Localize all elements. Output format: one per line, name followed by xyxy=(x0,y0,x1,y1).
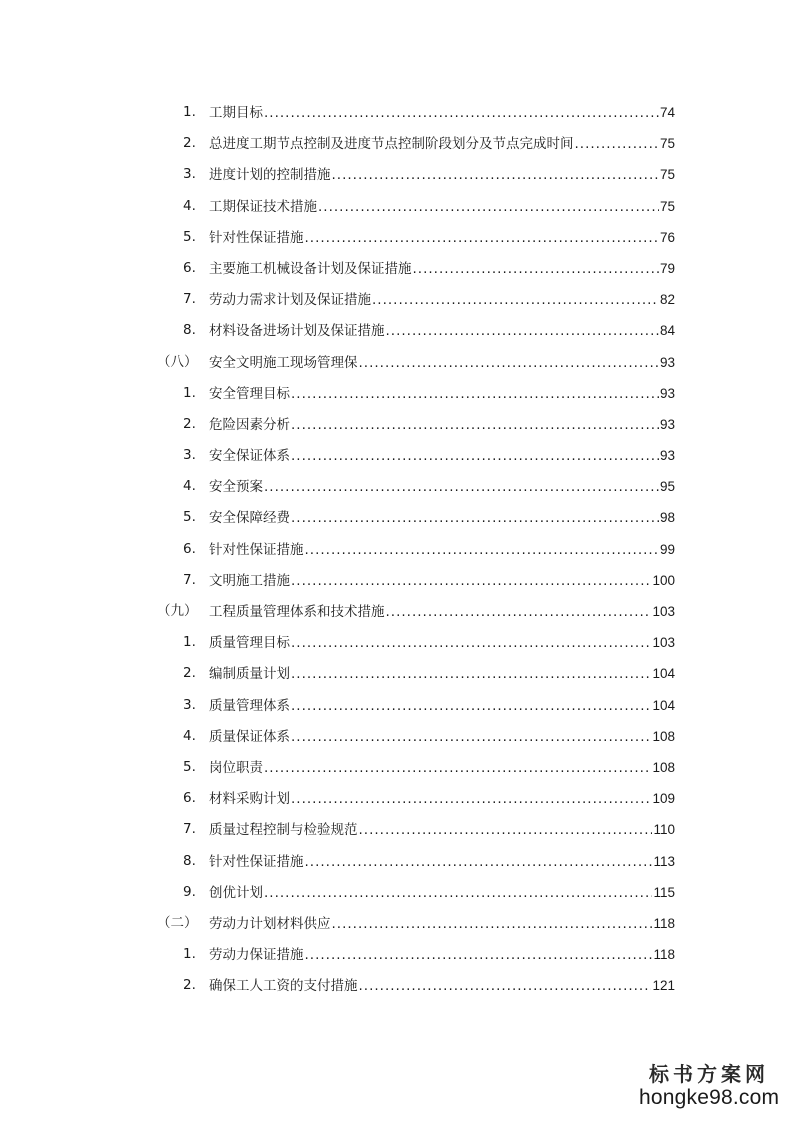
toc-dot-leader xyxy=(291,379,659,410)
toc-entry-line xyxy=(209,970,675,1002)
toc-page-number: 76 xyxy=(659,229,675,245)
toc-entry[interactable] xyxy=(0,752,793,783)
watermark-logo xyxy=(639,1062,779,1110)
toc-dot-leader xyxy=(305,847,653,878)
toc-entry[interactable] xyxy=(0,877,793,908)
toc-page-number: 99 xyxy=(659,541,675,557)
toc-dot-leader xyxy=(264,472,659,503)
toc-entry[interactable] xyxy=(0,783,793,814)
toc-entry[interactable] xyxy=(0,191,793,222)
toc-entry-title: 危险因素分析 xyxy=(209,416,290,433)
toc-entry-line xyxy=(209,752,675,784)
toc-dot-leader xyxy=(291,441,659,472)
toc-page-number: 74 xyxy=(659,105,675,120)
toc-entry-number: 2. xyxy=(183,665,196,682)
toc-entry-title: 进度计划的控制措施 xyxy=(209,167,331,184)
toc-page-number: 108 xyxy=(652,759,675,775)
toc-entry-number: 2. xyxy=(183,977,196,994)
toc-entry-number: （九） xyxy=(157,603,198,619)
toc-page-number: 103 xyxy=(652,635,675,651)
toc-dot-leader xyxy=(359,348,659,379)
toc-entry-title: 针对性保证措施 xyxy=(209,541,304,558)
toc-page-number: 121 xyxy=(652,978,675,994)
toc-entry[interactable] xyxy=(0,471,793,502)
toc-entry[interactable] xyxy=(0,690,793,721)
toc-page-number: 118 xyxy=(653,947,675,963)
toc-entry-line xyxy=(209,128,675,160)
toc-entry[interactable] xyxy=(0,565,793,596)
toc-entry-line xyxy=(209,690,675,722)
toc-dot-leader xyxy=(291,566,651,597)
toc-page-number: 93 xyxy=(659,385,675,401)
toc-dot-leader xyxy=(359,971,652,1002)
toc-page-number: 115 xyxy=(653,884,675,900)
toc-page-number: 84 xyxy=(659,323,675,339)
toc-entry[interactable] xyxy=(0,222,793,253)
toc-entry-number: 8. xyxy=(183,852,196,869)
toc-entry-number: 7. xyxy=(183,291,196,308)
toc-dot-leader xyxy=(386,597,652,628)
toc-entry-line xyxy=(209,191,675,223)
toc-entry-title: 材料设备进场计划及保证措施 xyxy=(209,323,385,340)
toc-dot-leader xyxy=(372,285,659,316)
toc-dot-leader xyxy=(359,815,653,846)
toc-page-number: 79 xyxy=(659,260,675,276)
toc-dot-leader xyxy=(291,628,651,659)
toc-entry-line xyxy=(209,440,675,472)
toc-entry-number: 3. xyxy=(183,447,196,464)
toc-entry-title: 编制质量计划 xyxy=(209,666,290,683)
toc-entry[interactable] xyxy=(0,315,793,346)
toc-entry-line xyxy=(209,565,675,597)
toc-entry[interactable] xyxy=(0,846,793,877)
toc-page-number: 75 xyxy=(659,136,675,152)
toc-entry-number: 4. xyxy=(183,478,196,495)
toc-entry-line xyxy=(209,783,675,815)
toc-entry-number: 4. xyxy=(183,727,196,744)
toc-entry-line xyxy=(209,596,675,628)
toc-entry[interactable] xyxy=(0,627,793,658)
toc-section-entry[interactable] xyxy=(0,347,793,378)
toc-page-number: 93 xyxy=(659,416,675,432)
toc-entry-line xyxy=(209,97,675,129)
toc-entry-line xyxy=(209,908,675,940)
toc-dot-leader xyxy=(264,878,652,909)
toc-dot-leader xyxy=(291,659,651,690)
toc-dot-leader xyxy=(291,784,651,815)
toc-dot-leader xyxy=(305,940,653,971)
toc-entry-title: 安全文明施工现场管理保 xyxy=(209,354,358,371)
toc-entry-line xyxy=(209,378,675,410)
toc-entry-line xyxy=(209,315,675,347)
toc-entry-number: 2. xyxy=(183,135,196,152)
toc-entry-title: 安全保证体系 xyxy=(209,448,290,465)
toc-dot-leader xyxy=(291,410,659,441)
toc-entry-title: 工期保证技术措施 xyxy=(209,198,317,215)
toc-entry[interactable] xyxy=(0,253,793,284)
toc-entry-title: 创优计划 xyxy=(209,884,263,901)
toc-entry-title: 确保工人工资的支付措施 xyxy=(209,978,358,995)
toc-page-number: 110 xyxy=(653,822,675,838)
toc-entry[interactable] xyxy=(0,970,793,1001)
toc-entry-title: 质量保证体系 xyxy=(209,728,290,745)
toc-entry-title: 安全保障经费 xyxy=(209,510,290,527)
toc-entry-title: 主要施工机械设备计划及保证措施 xyxy=(209,260,412,277)
toc-entry-title: 劳动力保证措施 xyxy=(209,947,304,964)
toc-dot-leader xyxy=(332,160,659,191)
toc-entry-line xyxy=(209,814,675,846)
toc-section-entry[interactable] xyxy=(0,908,793,939)
table-of-contents xyxy=(0,97,793,1001)
toc-entry-title: 针对性保证措施 xyxy=(209,229,304,246)
toc-entry-number: 1. xyxy=(183,634,196,651)
toc-page-number: 104 xyxy=(652,666,675,682)
toc-entry-number: 1. xyxy=(183,946,196,963)
toc-page-number: 98 xyxy=(659,510,675,526)
toc-entry-title: 文明施工措施 xyxy=(209,572,290,589)
toc-entry-title: 安全管理目标 xyxy=(209,385,290,402)
toc-dot-leader xyxy=(291,503,659,534)
toc-entry-number: 6. xyxy=(183,259,196,276)
toc-entry-title: 总进度工期节点控制及进度节点控制阶段划分及节点完成时间 xyxy=(209,136,574,153)
toc-page-number: 75 xyxy=(659,167,675,183)
toc-entry-line xyxy=(209,721,675,753)
toc-entry[interactable] xyxy=(0,409,793,440)
toc-entry-line xyxy=(209,347,675,379)
toc-entry-title: 针对性保证措施 xyxy=(209,853,304,870)
toc-entry-number: （八） xyxy=(157,353,198,370)
toc-entry-number: 6. xyxy=(183,790,196,807)
toc-entry[interactable] xyxy=(0,159,793,190)
toc-entry[interactable] xyxy=(0,721,793,752)
toc-entry[interactable] xyxy=(0,502,793,533)
toc-entry-line xyxy=(209,159,675,191)
toc-entry-number: 1. xyxy=(183,104,196,120)
toc-entry-title: 工期目标 xyxy=(209,105,263,121)
toc-entry-line xyxy=(209,846,675,878)
toc-entry-title: 劳动力需求计划及保证措施 xyxy=(209,292,371,309)
toc-entry-line xyxy=(209,939,675,971)
toc-entry-number: 5. xyxy=(183,228,196,245)
toc-entry-title: 岗位职责 xyxy=(209,759,263,776)
toc-entry-number: 8. xyxy=(183,322,196,339)
toc-entry-title: 质量过程控制与检验规范 xyxy=(209,822,358,839)
toc-entry-line xyxy=(209,627,675,659)
toc-entry-number: 5. xyxy=(183,509,196,526)
toc-entry-number: 7. xyxy=(183,571,196,588)
toc-entry[interactable] xyxy=(0,814,793,845)
toc-entry-number: 4. xyxy=(183,197,196,214)
toc-entry-line xyxy=(209,534,675,566)
toc-dot-leader xyxy=(575,129,659,160)
toc-dot-leader xyxy=(305,535,659,566)
toc-entry-line xyxy=(209,284,675,316)
toc-entry[interactable] xyxy=(0,97,793,128)
toc-page-number: 75 xyxy=(659,198,675,214)
toc-page-number: 108 xyxy=(652,728,675,744)
toc-page-number: 95 xyxy=(659,479,675,495)
toc-entry-number: 5. xyxy=(183,758,196,775)
toc-entry-number: 3. xyxy=(183,696,196,713)
toc-page-number: 104 xyxy=(652,697,675,713)
toc-entry-line xyxy=(209,253,675,285)
toc-entry[interactable] xyxy=(0,440,793,471)
toc-page-number: 109 xyxy=(652,791,675,807)
toc-entry[interactable] xyxy=(0,658,793,689)
toc-entry-number: 9. xyxy=(183,883,196,900)
toc-dot-leader xyxy=(318,192,659,223)
toc-dot-leader xyxy=(332,909,653,940)
toc-entry[interactable] xyxy=(0,128,793,159)
toc-entry[interactable] xyxy=(0,284,793,315)
toc-entry-line xyxy=(209,877,675,909)
toc-dot-leader xyxy=(305,223,659,254)
toc-entry-title: 质量管理目标 xyxy=(209,635,290,652)
toc-page-number: 113 xyxy=(653,853,675,869)
toc-entry[interactable] xyxy=(0,378,793,409)
toc-entry-number: 3. xyxy=(183,166,196,183)
toc-dot-leader xyxy=(264,98,659,129)
toc-dot-leader xyxy=(386,316,659,347)
toc-dot-leader xyxy=(264,753,651,784)
toc-entry-number: 6. xyxy=(183,540,196,557)
toc-entry[interactable] xyxy=(0,939,793,970)
toc-section-entry[interactable] xyxy=(0,596,793,627)
toc-entry-title: 安全预案 xyxy=(209,479,263,496)
toc-page-number: 93 xyxy=(659,448,675,464)
toc-page-number: 93 xyxy=(659,354,675,370)
toc-dot-leader xyxy=(291,722,651,753)
toc-entry-title: 劳动力计划材料供应 xyxy=(209,915,331,932)
toc-entry-line xyxy=(209,658,675,690)
toc-entry-number: （二） xyxy=(157,914,198,931)
toc-entry-title: 材料采购计划 xyxy=(209,791,290,808)
toc-entry-title: 质量管理体系 xyxy=(209,697,290,714)
toc-entry-number: 1. xyxy=(183,384,196,401)
toc-entry-line xyxy=(209,222,675,254)
toc-dot-leader xyxy=(291,691,651,722)
toc-page-number: 103 xyxy=(652,604,675,619)
toc-entry-line xyxy=(209,502,675,534)
toc-page-number: 82 xyxy=(659,292,675,308)
toc-entry-number: 2. xyxy=(183,415,196,432)
toc-dot-leader xyxy=(413,254,659,285)
toc-page-number: 118 xyxy=(653,915,675,931)
toc-page-number: 100 xyxy=(652,572,675,588)
watermark-name: 标书方案网 xyxy=(649,1062,769,1086)
toc-entry-line xyxy=(209,471,675,503)
toc-entry[interactable] xyxy=(0,534,793,565)
toc-entry-number: 7. xyxy=(183,821,196,838)
watermark-url: hongke98.com xyxy=(639,1086,780,1109)
toc-entry-title: 工程质量管理体系和技术措施 xyxy=(209,604,385,620)
toc-entry-line xyxy=(209,409,675,441)
